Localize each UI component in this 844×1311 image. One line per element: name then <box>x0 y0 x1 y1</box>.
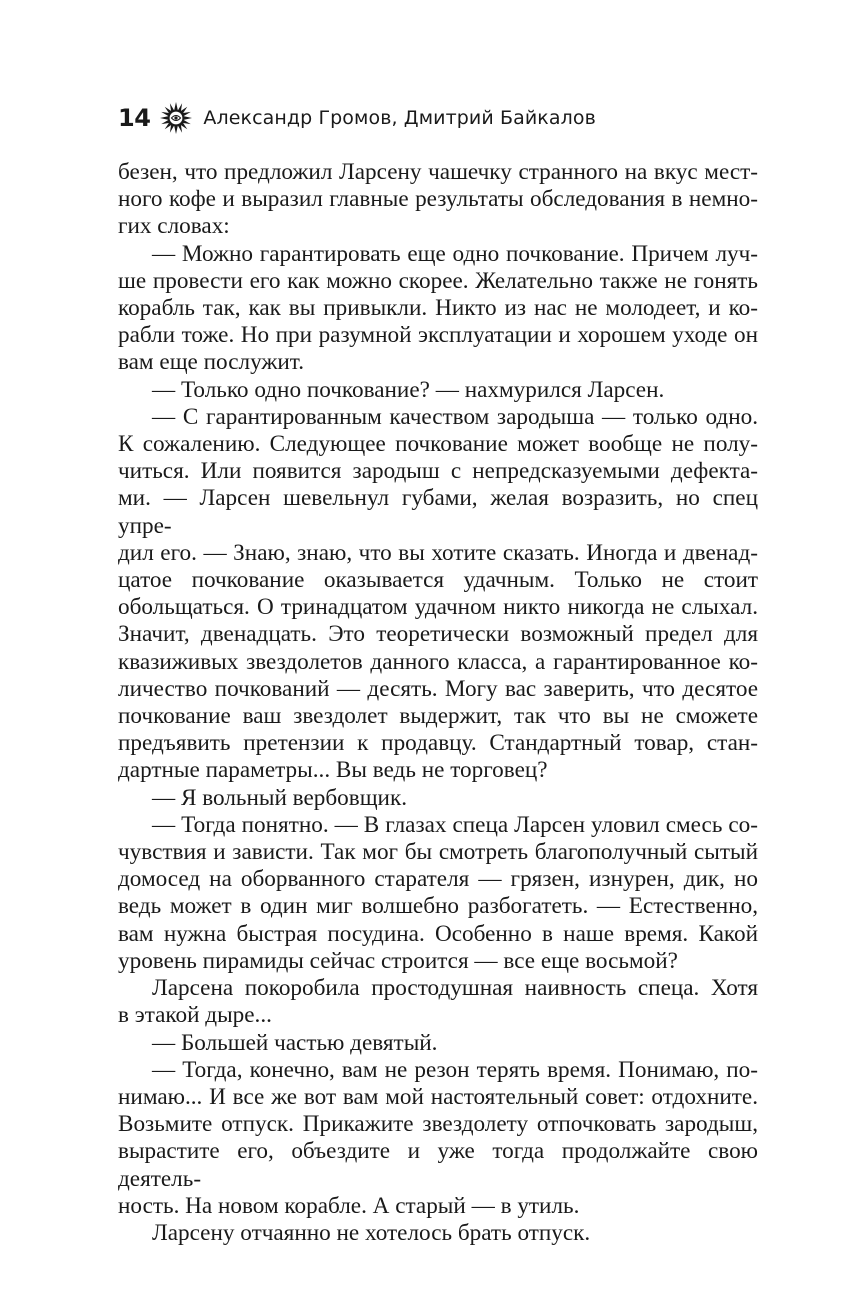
text-line: предъявить претензии к продавцу. Стандартный товар, стан- <box>118 730 758 757</box>
text-line: уровень пирамиды сейчас строится — все еще восьмой? <box>118 947 678 974</box>
text-line: Ларсена покоробила простодушная наивность спеца. Хотя <box>152 975 758 1002</box>
text-line: вам еще послужит. <box>118 349 304 376</box>
text-line: корабль так, как вы привыкли. Никто из нас не молодеет, и ко- <box>118 295 758 322</box>
text-line: — Только одно почкование? — нахмурился Ларсен. <box>152 376 665 403</box>
text-line: гих словах: <box>118 213 230 240</box>
text-line: Ларсену отчаянно не хотелось брать отпуск. <box>152 1219 591 1246</box>
text-line: Возьмите отпуск. Прикажите звездолету отпочковать зародыш, <box>118 1111 758 1138</box>
text-line: — Можно гарантировать еще одно почкование. Причем луч- <box>152 240 758 267</box>
text-line: обольщаться. О тринадцатом удачном никто никогда не слыхал. <box>118 594 758 621</box>
text-line: дил его. — Знаю, знаю, что вы хотите сказать. Иногда и двенад- <box>118 539 758 566</box>
text-line: читься. Или появится зародыш с непредсказуемыми дефекта- <box>118 458 758 485</box>
text-line: чувствия и зависти. Так мог бы смотреть благополучный сытый <box>118 839 758 866</box>
text-line: — Тогда, конечно, вам не резон терять время. Понимаю, по- <box>152 1056 758 1083</box>
text-line: вам нужна быстрая посудина. Особенно в наше время. Какой <box>118 920 758 947</box>
text-line: — С гарантированным качеством зародыша — только одно. <box>152 403 758 430</box>
text-line: ного кофе и выразил главные результаты обследования в немно- <box>118 186 758 213</box>
text-line: безен, что предложил Ларсену чашечку странного на вкус мест- <box>118 159 758 185</box>
running-header <box>118 101 596 135</box>
text-line: нимаю... И все же вот вам мой настоятельный совет: отдохните. <box>118 1083 758 1110</box>
text-line: домосед на оборванного старателя — грязен, изнурен, дик, но <box>118 866 758 893</box>
text-line: ность. На новом корабле. А старый — в утиль. <box>118 1192 580 1219</box>
body-text <box>118 159 758 1247</box>
text-line: ше провести его как можно скорее. Желательно также не гонять <box>118 267 758 294</box>
sunburst-ornament-icon <box>160 102 192 134</box>
page-number: 14 <box>118 104 151 132</box>
text-line: К сожалению. Следующее почкование может вообще не полу- <box>118 431 758 458</box>
text-line: рабли тоже. Но при разумной эксплуатации и хорошем уходе он <box>118 322 758 349</box>
text-line: в этакой дыре... <box>118 1002 272 1029</box>
text-line: ми. — Ларсен шевельнул губами, желая возразить, но спец упре- <box>118 485 758 539</box>
text-line: почкование ваш звездолет выдержит, так что вы не сможете <box>118 703 758 730</box>
text-line: квазиживых звездолетов данного класса, а гарантированное ко- <box>118 648 758 675</box>
running-head-authors: Александр Громов, Дмитрий Байкалов <box>203 107 596 129</box>
text-line: — Я вольный вербовщик. <box>152 784 408 811</box>
text-line: — Большей частью девятый. <box>152 1029 438 1056</box>
text-line: — Тогда понятно. — В глазах спеца Ларсен уловил смесь со- <box>152 811 758 838</box>
text-line: ведь может в один миг волшебно разбогатеть. — Естественно, <box>118 893 758 920</box>
text-line: вырастите его, объездите и уже тогда продолжайте свою деятель- <box>118 1138 758 1192</box>
text-line: Значит, двенадцать. Это теоретически возможный предел для <box>118 621 758 648</box>
text-line: личество почкований — десять. Могу вас заверить, что десятое <box>118 675 758 702</box>
text-line: дартные параметры... Вы ведь не торговец? <box>118 757 548 784</box>
text-line: цатое почкование оказывается удачным. Только не стоит <box>118 567 758 594</box>
